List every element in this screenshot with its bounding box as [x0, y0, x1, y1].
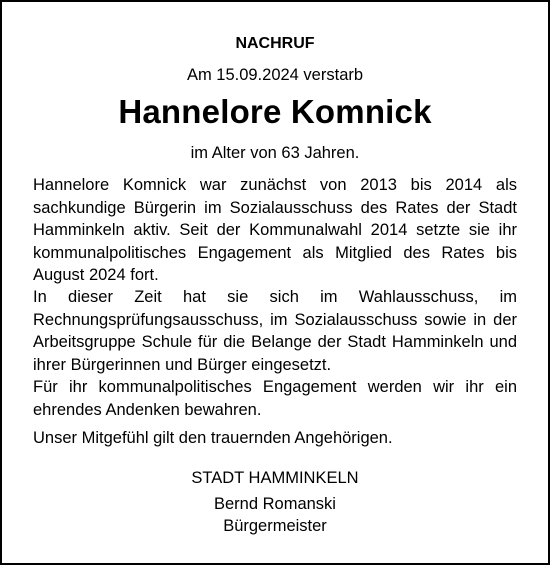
signature-organization: STADT HAMMINKELN [191, 469, 359, 487]
signature-person: Bernd Romanski [214, 495, 336, 513]
paragraph-committees: In dieser Zeit hat sie sich im Wahlausschuss, im Rechnungsprüfungsausschuss, im Sozialausschuss sowie in der Arbeitsgruppe Schule für die Belange der Stadt Hamminkeln und ihrer Bürgerinnen und Bürger eingesetzt. [33, 288, 517, 374]
age-line: im Alter von 63 Jahren. [190, 144, 360, 162]
deceased-name: Hannelore Komnick [118, 93, 432, 130]
paragraph-condolences: Unser Mitgefühl gilt den trauernden Angehörigen. [33, 429, 393, 447]
paragraph-remembrance: Für ihr kommunalpolitisches Engagement werden wir ihr ein ehrendes Andenken bewahren. [33, 378, 517, 419]
paragraph-career: Hannelore Komnick war zunächst von 2013 bis 2014 als sachkundige Bürgerin im Sozialausschuss des Rates der Stadt Hamminkeln aktiv. Seit der Kommunalwahl 2014 setzte sie ihr kommunalpolitisches Engagement als Mitglied des Rates bis August 2024 fort. [33, 176, 517, 284]
notice-heading: NACHRUF [235, 35, 315, 52]
death-date-line: Am 15.09.2024 verstarb [186, 66, 364, 84]
signature-title: Bürgermeister [223, 517, 327, 535]
